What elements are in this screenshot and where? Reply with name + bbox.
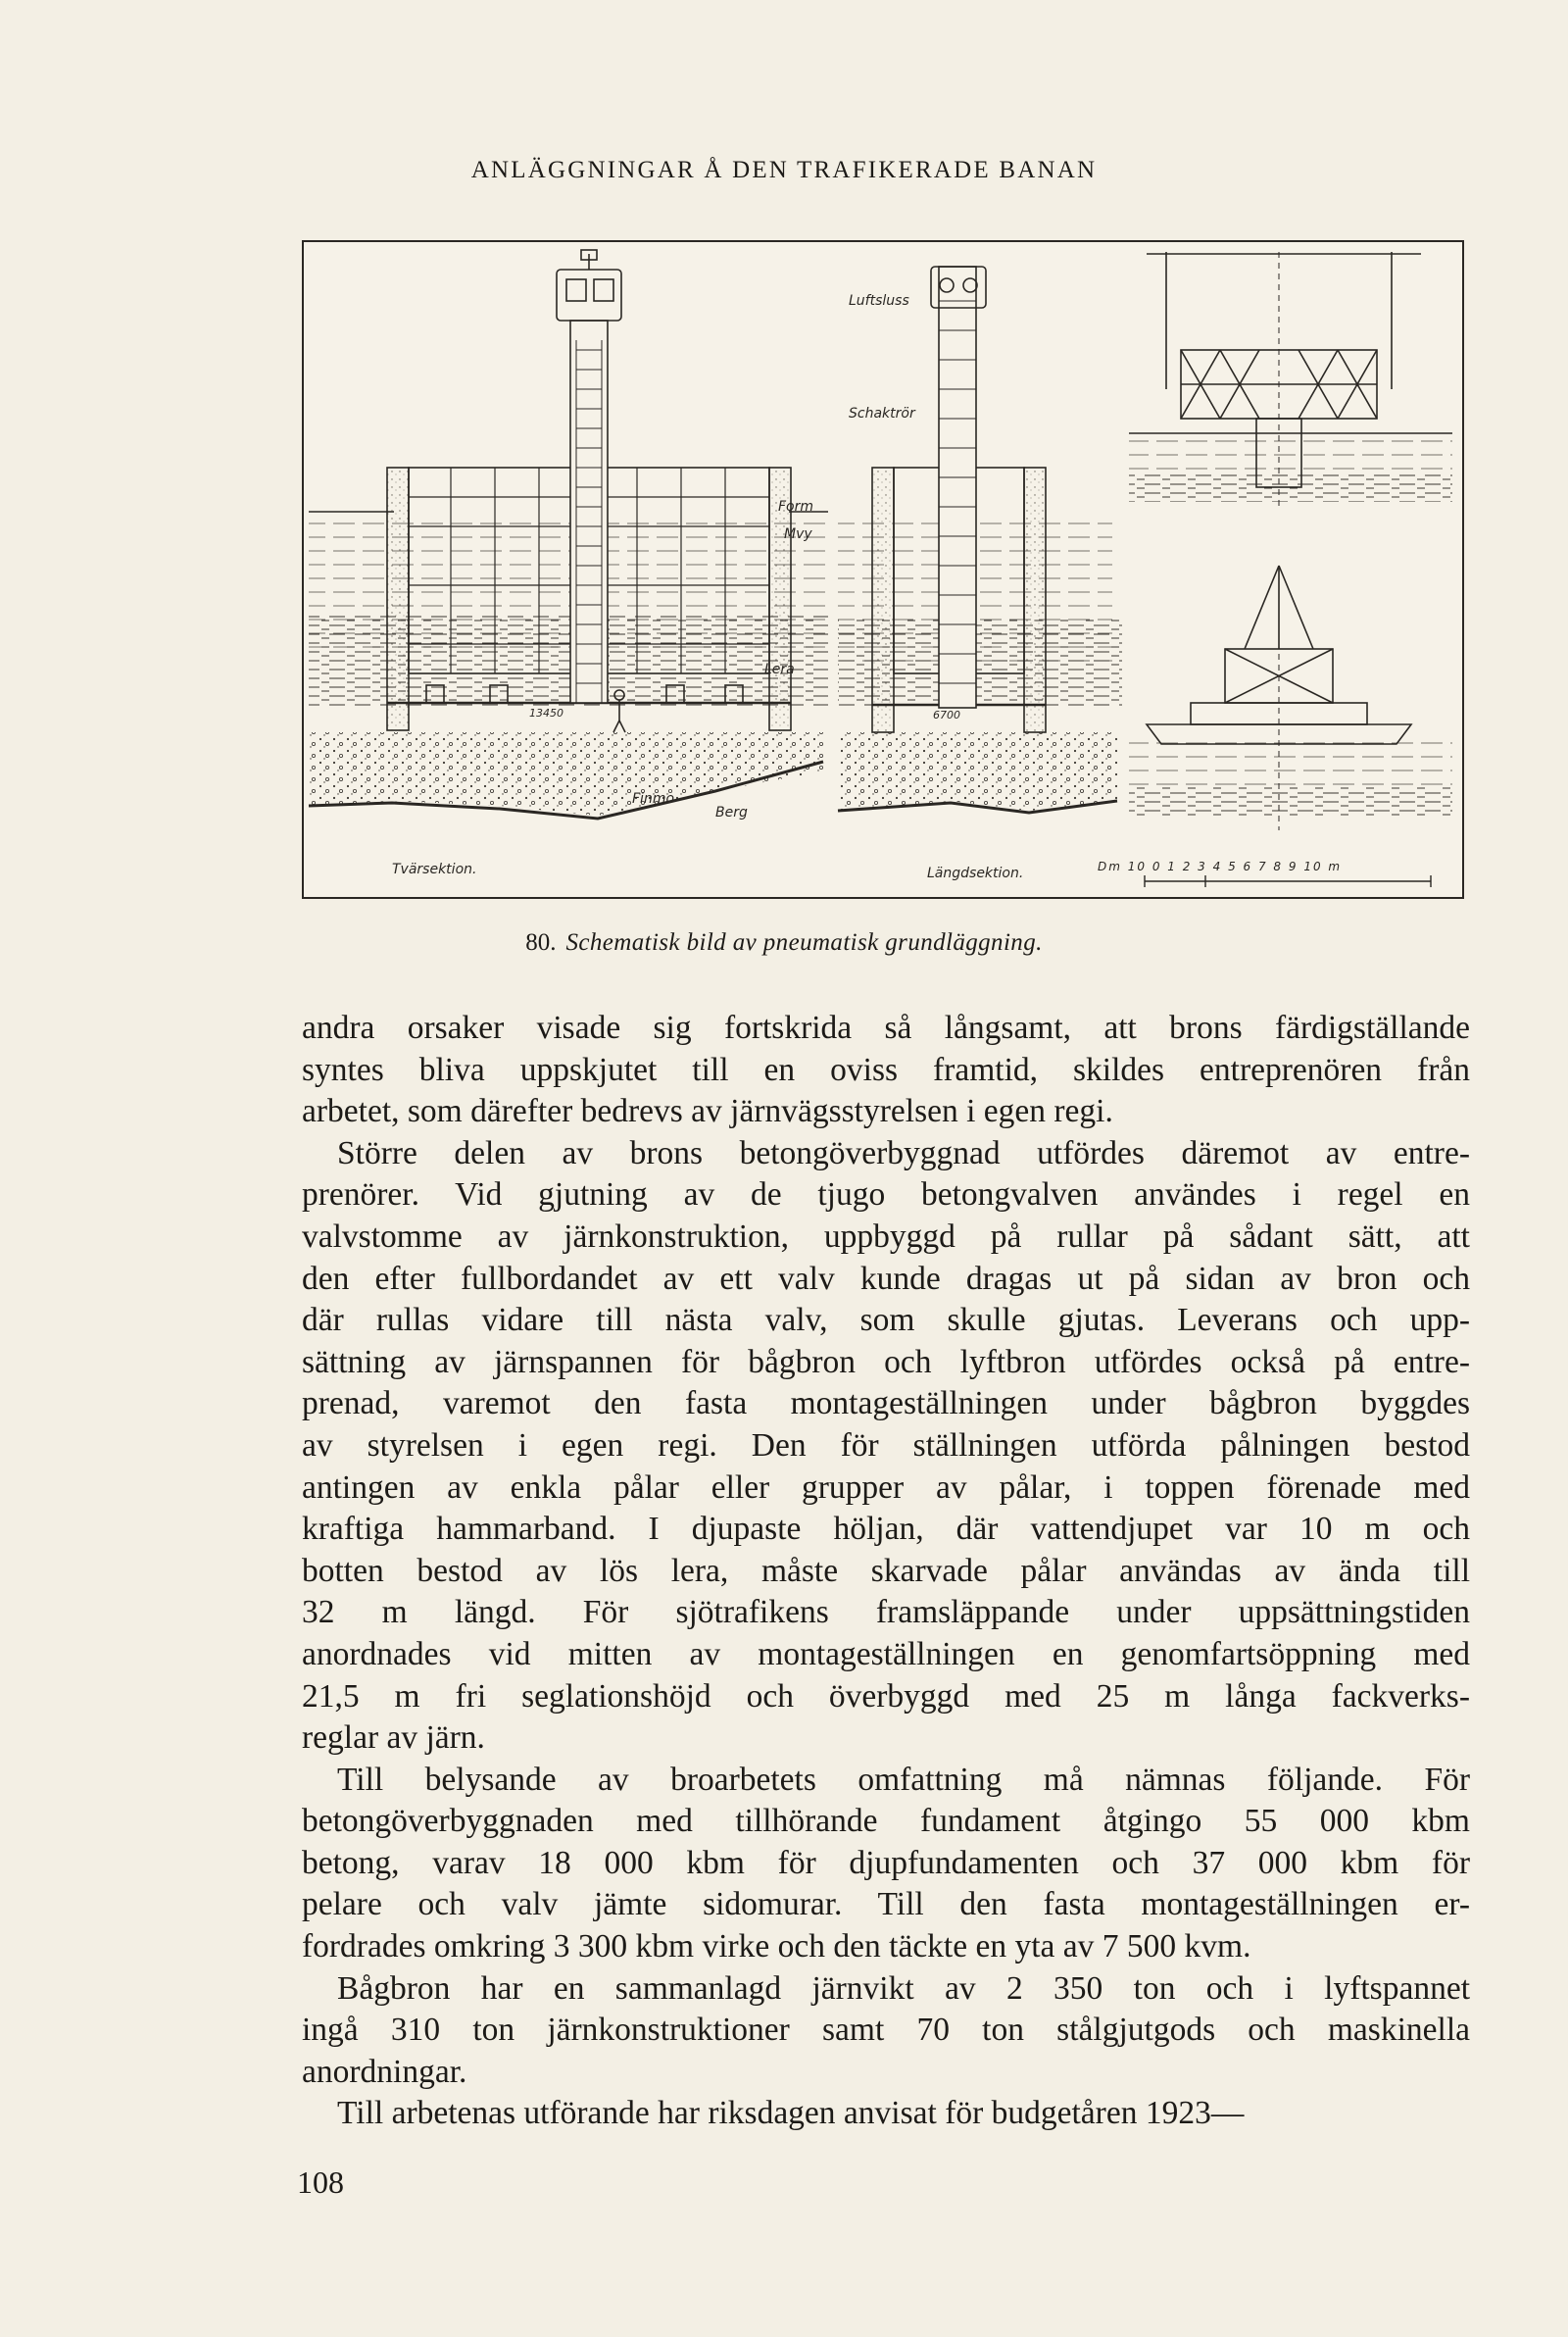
- text-line: antingen av enkla pålar eller grupper av pålar, i toppen förenade med: [302, 1468, 1470, 1506]
- longitudinal-section: [838, 267, 1122, 813]
- cross-section: [309, 250, 828, 819]
- text-line: Till belysande av broarbetets omfattning må nämnas följande. För: [337, 1761, 1470, 1798]
- label-langdsektion: Längdsektion.: [927, 866, 1024, 881]
- label-schaktror: Schaktrör: [849, 406, 915, 422]
- text-line: botten bestod av lös lera, måste skarvade pålar användas av ända till: [302, 1552, 1470, 1589]
- text-line: kraftiga hammarband. I djupaste höljan, där vattendjupet var 10 m och: [302, 1511, 1470, 1548]
- label-finmo: Finmo: [632, 791, 675, 807]
- figure-drawing: [302, 240, 1464, 899]
- text-line: Till arbetenas utförande har riksdagen anvisat för budgetåren 1923—: [337, 2095, 1245, 2132]
- label-berg: Berg: [715, 805, 748, 820]
- caption-text: Schematisk bild av pneumatisk grundläggning.: [565, 929, 1043, 956]
- text-line: där rullas vidare till nästa valv, som skulle gjutas. Leverans och upp-: [302, 1302, 1470, 1339]
- text-line: sättning av järnspannen för bågbron och lyftbron utfördes också på entre-: [302, 1343, 1470, 1380]
- text-line: Bågbron har en sammanlagd järnvikt av 2 350 ton och i lyftspannet: [337, 1969, 1470, 2007]
- running-head: ANLÄGGNINGAR Å DEN TRAFIKERADE BANAN: [470, 157, 1098, 183]
- text-line: prenad, varemot den fasta montageställningen under bågbron byggdes: [302, 1385, 1470, 1422]
- text-line: ingå 310 ton järnkonstruktioner samt 70 ton stålgjutgods och maskinella: [302, 2012, 1470, 2049]
- figure-caption: [0, 929, 1568, 957]
- text-line: Större delen av brons betongöverbyggnad utfördes däremot av entre-: [337, 1134, 1470, 1171]
- caisson-drawing: [304, 242, 1462, 897]
- text-line: fordrades omkring 3 300 kbm virke och den täckte en yta av 7 500 kvm.: [302, 1928, 1251, 1965]
- elevation-upper: [1129, 252, 1452, 507]
- text-line: reglar av järn.: [302, 1719, 485, 1757]
- label-form: Form: [778, 499, 814, 515]
- text-line: pelare och valv jämte sidomurar. Till den fasta montageställningen er-: [302, 1886, 1470, 1923]
- paragraph: [302, 1008, 1470, 1133]
- paragraph: [302, 1760, 1470, 1968]
- caption-number: 80.: [525, 929, 557, 956]
- text-line: anordnades vid mitten av montageställningen en genomfartsöppning med: [302, 1635, 1470, 1672]
- text-line: betong, varav 18 000 kbm för djupfundamenten och 37 000 kbm för: [302, 1844, 1470, 1881]
- paragraph: [302, 1133, 1470, 1760]
- text-line: av styrelsen i egen regi. Den för ställningen utförda pålningen bestod: [302, 1426, 1470, 1464]
- text-line: anordningar.: [302, 2053, 467, 2090]
- text-line: valvstomme av järnkonstruktion, uppbyggd på rullar på sådant sätt, att: [302, 1218, 1470, 1255]
- text-line: andra orsaker visade sig fortskrida så långsamt, att brons färdigställande: [302, 1010, 1470, 1046]
- label-scale: Dm 10 0 1 2 3 4 5 6 7 8 9 10 m: [1098, 860, 1343, 873]
- body-text: [302, 1008, 1470, 2135]
- label-luftsluss: Luftsluss: [849, 293, 909, 309]
- label-6700: 6700: [933, 709, 960, 721]
- page-number: 108: [297, 2164, 344, 2200]
- label-lera: Lera: [764, 662, 795, 677]
- elevation-lower: [1129, 566, 1452, 830]
- text-line: prenörer. Vid gjutning av de tjugo betongvalven användes i regel en: [302, 1176, 1470, 1214]
- label-13450: 13450: [529, 707, 564, 720]
- text-line: arbetet, som därefter bedrevs av järnvägsstyrelsen i egen regi.: [302, 1093, 1113, 1130]
- label-tvarsektion: Tvärsektion.: [392, 862, 477, 877]
- label-mvy: Mvy: [784, 526, 812, 542]
- text-line: 32 m längd. För sjötrafikens framsläppande under uppsättningstiden: [302, 1594, 1470, 1631]
- paragraph: [302, 2093, 1470, 2135]
- text-line: den efter fullbordandet av ett valv kunde dragas ut på sidan av bron och: [302, 1260, 1470, 1297]
- paragraph: [302, 1968, 1470, 2094]
- scale-bar: [1145, 875, 1431, 887]
- text-line: betongöverbyggnaden med tillhörande fundament åtgingo 55 000 kbm: [302, 1803, 1470, 1840]
- text-line: syntes bliva uppskjutet till en oviss framtid, skildes entreprenören från: [302, 1051, 1470, 1088]
- text-line: 21,5 m fri seglationshöjd och överbyggd med 25 m långa fackverks-: [302, 1677, 1470, 1715]
